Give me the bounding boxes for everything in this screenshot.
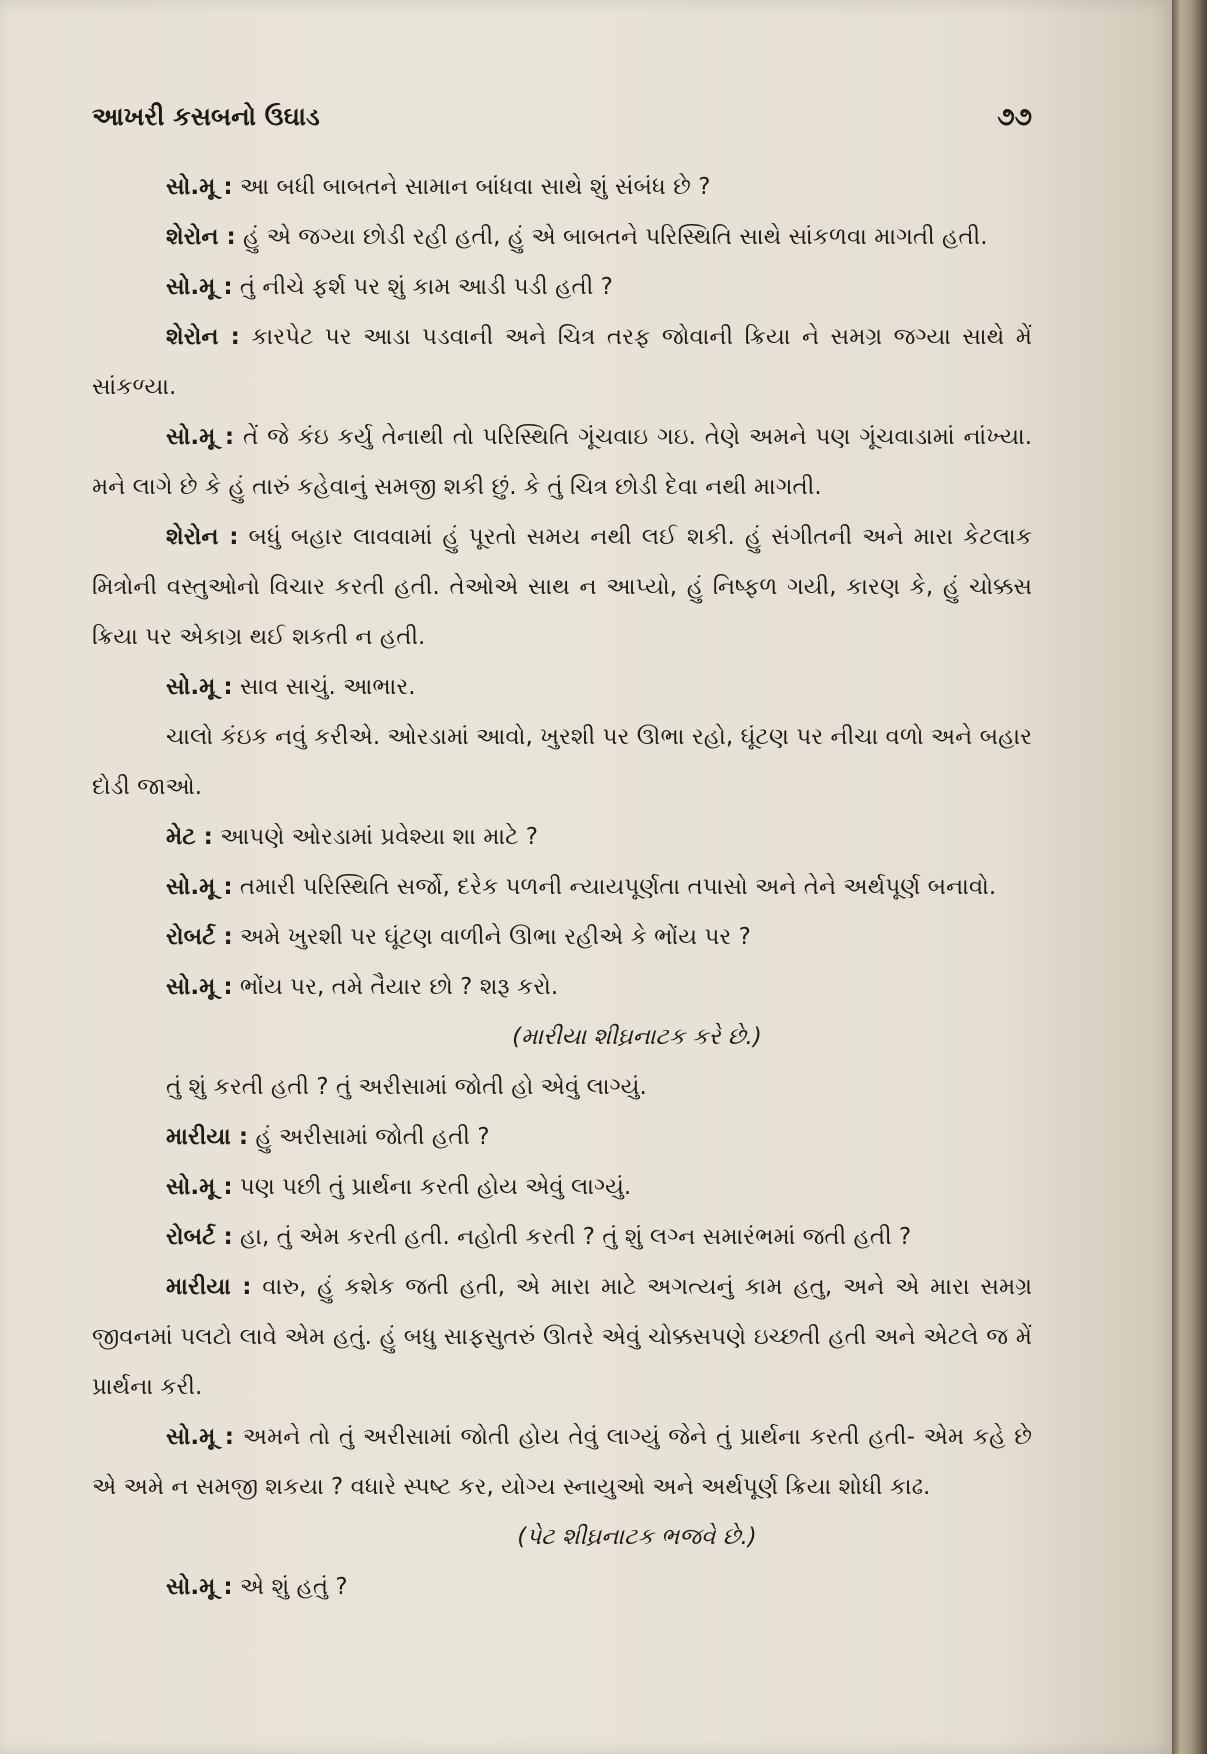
running-title: આખરી કસબનો ઉઘાડ [92,102,320,131]
dialogue-line [92,1162,1032,1212]
dialogue-text: આ બધી બાબતને સામાન બાંધવા સાથે શું સંબંધ છે ? [232,174,711,200]
narration-line [92,712,1032,812]
narration-text: તું શું કરતી હતી ? તું અરીસામાં જોતી હો એવું લાગ્યું. [166,1074,647,1100]
dialogue-text: હું અરીસામાં જોતી હતી ? [248,1124,490,1150]
dialogue-line [92,1562,1032,1612]
dialogue-text: અમે ખુરશી પર ઘૂંટણ વાળીને ઊભા રહીએ કે ભોંય પર ? [232,924,751,950]
speaker-label: શેરોન : [166,324,240,350]
page-edge [1172,0,1207,1754]
dialogue-line [92,512,1032,662]
dialogue-text: પણ પછી તું પ્રાર્થના કરતી હોય એવું લાગ્યું. [232,1174,632,1200]
stage-direction: (મારીયા શીઘ્રનાટક કરે છે.) [512,1024,762,1050]
dialogue-line [92,662,1032,712]
speaker-label: સો.મૂ : [166,174,233,200]
running-head [92,102,1032,142]
speaker-label: સો.મૂ : [166,674,233,700]
dialogue-text: વારુ, હું કશેક જતી હતી, એ મારા માટે અગત્યનું કામ હતુ, અને એ મારા સમગ્ર જીવનમાં પલટો લાવે એમ હતું. હું બધુ સાફસુતરું ઊતરે એવું ચોક્કસપણે ઇચ્છતી હતી અને એટલે જ મેં પ્રાર્થના કરી. [92,1274,1032,1400]
speaker-label: સો.મૂ : [166,1424,235,1450]
dialogue-text: અમને તો તું અરીસામાં જોતી હોય તેવું લાગ્યું જેને તું પ્રાર્થના કરતી હતી- એમ કહે છે એ અમે ન સમજી શકયા ? વધારે સ્પષ્ટ કર, યોગ્ય સ્નાયુઓ અને અર્થપૂર્ણ ક્રિયા શોધી કાઢ. [92,1424,1033,1500]
speaker-label: સો.મૂ : [166,1574,233,1600]
speaker-label: સો.મૂ : [166,274,233,300]
speaker-label: સો.મૂ : [166,874,233,900]
narration-line [92,1062,1032,1112]
dialogue-line [92,162,1032,212]
speaker-label: શેરોન : [166,524,239,550]
dialogue-text: આપણે ઓરડામાં પ્રવેશ્યા શા માટે ? [212,824,538,850]
dialogue-line [92,212,1032,262]
speaker-label: મારીયા : [166,1274,252,1300]
dialogue-text: તું નીચે ફર્શ પર શું કામ આડી પડી હતી ? [232,274,613,300]
dialogue-line [92,912,1032,962]
speaker-label: મારીયા : [166,1124,249,1150]
dialogue-text: એ શું હતું ? [232,1574,348,1600]
stage-direction: (પેટ શીઘ્રનાટક ભજવે છે.) [517,1524,757,1550]
dialogue-line [92,1212,1032,1262]
dialogue-line [92,262,1032,312]
dialogue-line [92,1412,1032,1512]
dialogue-line [92,1262,1032,1412]
speaker-label: મેટ : [166,824,213,850]
dialogue-line [92,862,1032,912]
body-text [92,162,1032,1612]
speaker-label: સો.મૂ : [166,1174,233,1200]
dialogue-text: હું એ જગ્યા છોડી રહી હતી, હું એ બાબતને પરિસ્થિતિ સાથે સાંકળવા માગતી હતી. [235,224,988,250]
narration-text: ચાલો કંઇક નવું કરીએ. ઓરડામાં આવો, ખુરશી પર ઊભા રહો, ઘૂંટણ પર નીચા વળો અને બહાર દોડી જાઓ. [92,724,1032,800]
dialogue-line [92,412,1032,512]
dialogue-text: બધું બહાર લાવવામાં હું પૂરતો સમય નથી લઈ શકી. હું સંગીતની અને મારા કેટલાક મિત્રોની વસ્તુઓનો વિચાર કરતી હતી. તેઓએ સાથ ન આપ્યો, હું નિષ્ફળ ગયી, કારણ કે, હું ચોક્કસ ક્રિયા પર એકાગ્ર થઈ શકતી ન હતી. [92,524,1033,650]
dialogue-line [92,312,1032,412]
dialogue-text: ભોંય પર, તમે તૈયાર છો ? શરૂ કરો. [232,974,559,1000]
dialogue-line [92,1112,1032,1162]
dialogue-text: તમારી પરિસ્થિતિ સર્જો, દરેક પળની ન્યાયપૂર્ણતા તપાસો અને તેને અર્થપૂર્ણ બનાવો. [232,874,997,900]
dialogue-line [92,962,1032,1012]
speaker-label: સો.મૂ : [166,974,233,1000]
speaker-label: રોબર્ટ : [166,1224,233,1250]
dialogue-line [92,812,1032,862]
dialogue-text: કારપેટ પર આડા પડવાની અને ચિત્ર તરફ જોવાની ક્રિયા ને સમગ્ર જગ્યા સાથે મેં સાંકળ્યા. [92,324,1032,400]
speaker-label: રોબર્ટ : [166,924,233,950]
dialogue-text: સાવ સાચું. આભાર. [232,674,416,700]
page-number: ૭૭ [997,102,1032,131]
dialogue-text: તેં જે કંઇ કર્યુ તેનાથી તો પરિસ્થિતિ ગૂંચવાઇ ગઇ. તેણે અમને પણ ગૂંચવાડામાં નાંખ્યા. મને લાગે છે કે હું તારું કહેવાનું સમજી શકી છું. કે તું ચિત્ર છોડી દેવા નથી માગતી. [92,424,1033,500]
speaker-label: શેરોન : [166,224,236,250]
speaker-label: સો.મૂ : [166,424,235,450]
dialogue-text: હા, તું એમ કરતી હતી. નહોતી કરતી ? તું શું લગ્ન સમારંભમાં જતી હતી ? [232,1224,912,1250]
